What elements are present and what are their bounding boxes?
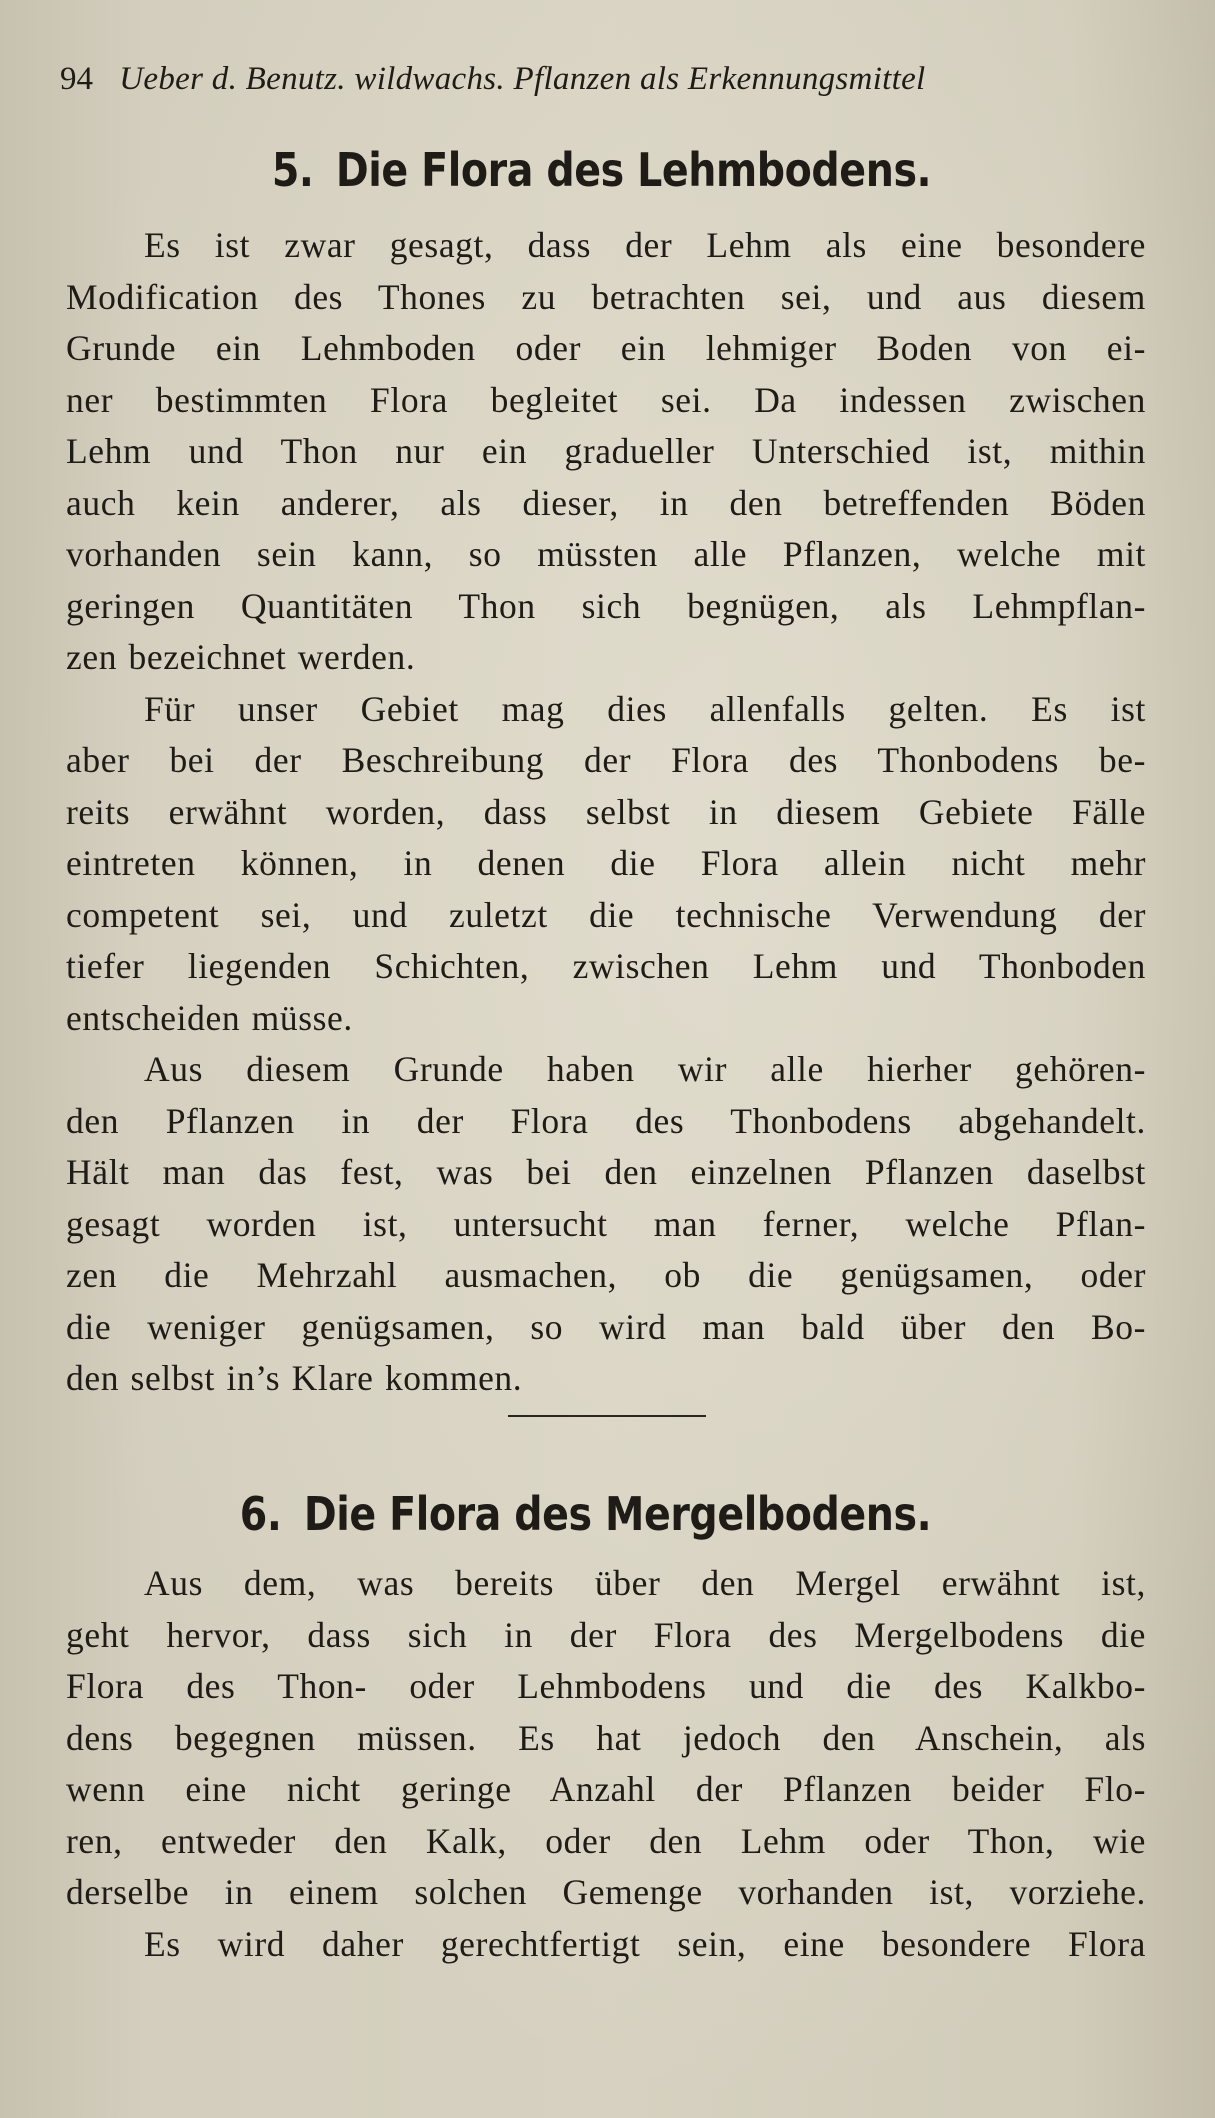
- text-line: Modification des Thones zu betrachten sei, und aus diesem: [66, 276, 1146, 317]
- section-5-heading: [79, 140, 1124, 200]
- text-line: Aus dem, was bereits über den Mergel erwähnt ist,: [144, 1563, 1146, 1603]
- text-line: die weniger genügsamen, so wird man bald über den Bo-: [66, 1306, 1146, 1347]
- section-6-body: [66, 1558, 1146, 1970]
- text-line: zen bezeichnet werden.: [66, 637, 416, 677]
- running-title: Ueber d. Benutz. wildwachs. Pflanzen als Erkennungsmittel: [119, 61, 926, 97]
- section-6-heading: [63, 1484, 1108, 1544]
- text-line: aber bei der Beschreibung der Flora des Thonbodens be-: [66, 740, 1146, 780]
- section-6-title: Die Flora des Mergelbodens.: [303, 1487, 932, 1541]
- text-line: vorhanden sein kann, so müssten alle Pflanzen, welche mit: [66, 534, 1146, 574]
- text-line: geht hervor, dass sich in der Flora des Mergelbodens die: [66, 1614, 1146, 1655]
- text-line: competent sei, und zuletzt die technische Verwendung der: [66, 894, 1146, 935]
- text-line: gesagt worden ist, untersucht man ferner, welche Pflan-: [66, 1203, 1146, 1244]
- section-5-body: [66, 220, 1146, 1405]
- section-6-number: 6.: [239, 1487, 282, 1541]
- section-5-number: 5.: [271, 143, 314, 197]
- text-line: eintreten können, in denen die Flora allein nicht mehr: [66, 843, 1146, 883]
- text-line: Grunde ein Lehmboden oder ein lehmiger Boden von ei-: [66, 328, 1146, 368]
- text-line: Es ist zwar gesagt, dass der Lehm als eine besondere: [144, 225, 1146, 265]
- text-line: den selbst in’s Klare kommen.: [66, 1358, 523, 1398]
- text-line: Flora des Thon- oder Lehmbodens und die des Kalkbo-: [66, 1666, 1146, 1706]
- section-5-title: Die Flora des Lehmbodens.: [335, 143, 932, 197]
- text-line: derselbe in einem solchen Gemenge vorhanden ist, vorziehe.: [66, 1872, 1146, 1912]
- text-line: tiefer liegenden Schichten, zwischen Lehm und Thonboden: [66, 946, 1146, 986]
- text-line: den Pflanzen in der Flora des Thonbodens abgehandelt.: [66, 1100, 1146, 1141]
- text-line: zen die Mehrzahl ausmachen, ob die genügsamen, oder: [66, 1255, 1146, 1295]
- page-number: 94: [60, 61, 93, 97]
- text-line: reits erwähnt worden, dass selbst in diesem Gebiete Fälle: [66, 791, 1146, 832]
- text-line: Es wird daher gerechtfertigt sein, eine besondere Flora: [144, 1923, 1146, 1964]
- text-line: Aus diesem Grunde haben wir alle hierher gehören-: [144, 1049, 1146, 1089]
- text-line: ner bestimmten Flora begleitet sei. Da indessen zwischen: [66, 379, 1146, 420]
- text-line: ren, entweder den Kalk, oder den Lehm oder Thon, wie: [66, 1820, 1146, 1861]
- text-line: entscheiden müsse.: [66, 997, 353, 1038]
- text-line: auch kein anderer, als dieser, in den betreffenden Böden: [66, 482, 1146, 523]
- text-line: dens begegnen müssen. Es hat jedoch den Anschein, als: [66, 1717, 1146, 1758]
- section-divider: [508, 1415, 706, 1417]
- text-line: geringen Quantitäten Thon sich begnügen, als Lehmpflan-: [66, 585, 1146, 626]
- text-line: Lehm und Thon nur ein gradueller Unterschied ist, mithin: [66, 431, 1146, 471]
- running-head: [60, 54, 1120, 104]
- text-line: Für unser Gebiet mag dies allenfalls gelten. Es ist: [144, 688, 1146, 729]
- text-line: wenn eine nicht geringe Anzahl der Pflanzen beider Flo-: [66, 1769, 1146, 1809]
- text-line: Hält man das fest, was bei den einzelnen Pflanzen daselbst: [66, 1152, 1146, 1192]
